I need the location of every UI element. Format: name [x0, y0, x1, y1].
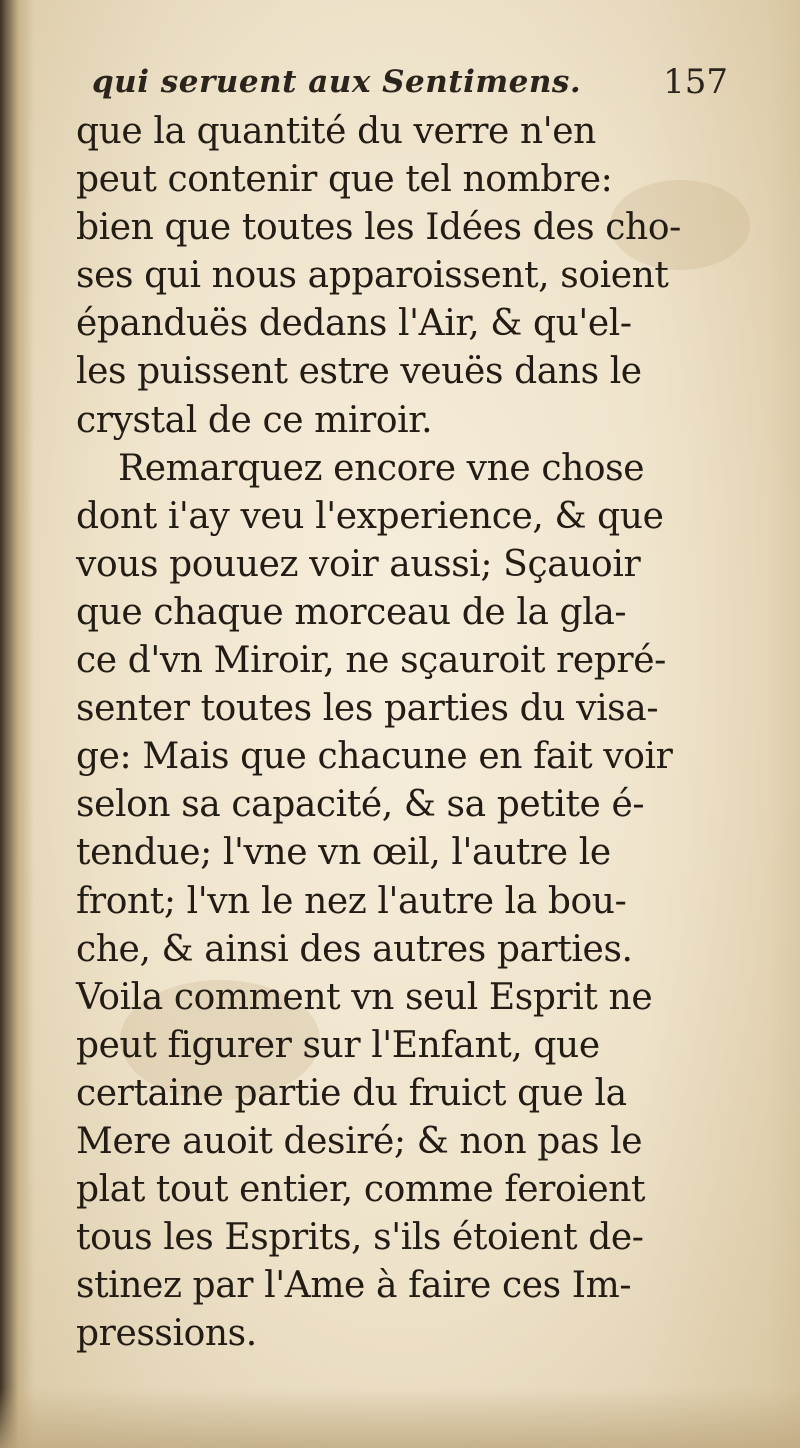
text-line: vous pouuez voir aussi; Sçauoir: [76, 543, 641, 585]
text-line: tous les Esprits, s'ils étoient de-: [76, 1217, 644, 1259]
text-line: épanduës dedans l'Air, & qu'el-: [76, 303, 632, 345]
text-line: dont i'ay veu l'experience, & que: [76, 495, 664, 537]
text-line: Mere auoit desiré; & non pas le: [76, 1120, 643, 1162]
text-line: tendue; l'vne vn œil, l'autre le: [76, 832, 611, 874]
text-line: stinez par l'Ame à faire ces Im-: [76, 1265, 632, 1307]
text-line: front; l'vn le nez l'autre la bou-: [76, 880, 627, 922]
text-line: ce d'vn Miroir, ne sçauroit repré-: [76, 640, 666, 682]
paragraph-start-line: Remarquez encore vne chose: [118, 447, 645, 489]
text-line: che, & ainsi des autres parties.: [76, 928, 633, 970]
text-line: crystal de ce miroir.: [76, 399, 433, 441]
text-line: plat tout entier, comme feroient: [76, 1169, 646, 1211]
text-line: les puissent estre veuës dans le: [76, 351, 642, 393]
text-line: pressions.: [76, 1313, 257, 1355]
text-line: ses qui nous apparoissent, soient: [76, 255, 669, 297]
page-header: [88, 58, 728, 108]
page-gutter-shadow: [0, 0, 34, 1448]
text-line: que la quantité du verre n'en: [76, 111, 596, 152]
text-line: peut contenir que tel nombre:: [76, 159, 613, 201]
text-line: certaine partie du fruict que la: [76, 1072, 627, 1114]
body-text: [76, 108, 726, 1358]
text-line: Voila comment vn seul Esprit ne: [76, 976, 653, 1018]
text-line: selon sa capacité, & sa petite é-: [76, 784, 645, 826]
text-line: ge: Mais que chacune en fait voir: [76, 736, 673, 778]
text-line: peut figurer sur l'Enfant, que: [76, 1024, 600, 1066]
text-line: que chaque morceau de la gla-: [76, 591, 627, 633]
page-number: 157: [663, 62, 728, 102]
text-line: bien que toutes les Idées des cho-: [76, 207, 681, 249]
text-line: senter toutes les parties du visa-: [76, 688, 659, 730]
running-title: qui seruent aux Sentimens.: [92, 64, 582, 100]
page-bottom-shadow: [0, 1388, 800, 1448]
